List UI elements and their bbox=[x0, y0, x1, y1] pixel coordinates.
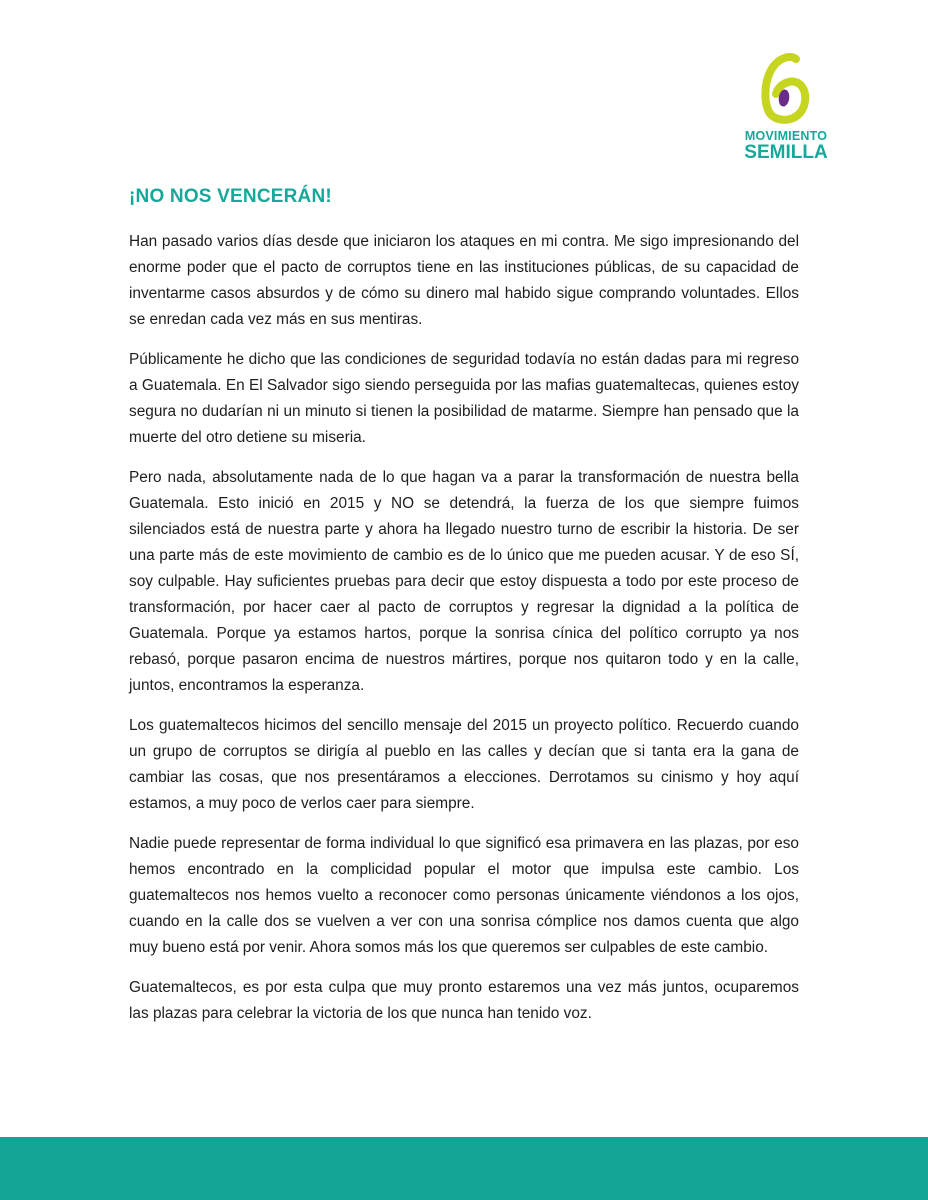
document-title: ¡NO NOS VENCERÁN! bbox=[129, 186, 332, 207]
paragraph: Guatemaltecos, es por esta culpa que muy pronto estaremos una vez más juntos, ocuparemos las plazas para celebrar la victoria de los que nunca han tenido voz. bbox=[129, 979, 799, 1022]
logo-text-semilla: SEMILLA bbox=[744, 142, 828, 163]
paragraph: Públicamente he dicho que las condiciones de seguridad todavía no están dadas para mi regreso a Guatemala. En El Salvador sigo siendo perseguida por las mafias guatemaltecas, quienes estoy segura no dudarían ni un minuto si tienen la posibilidad de matarme. Siempre han pensado que la muerte del otro detiene su miseria. bbox=[129, 351, 799, 446]
letter-body bbox=[129, 229, 799, 1041]
logo-text-movimiento: MOVIMIENTO bbox=[744, 129, 828, 143]
movimiento-semilla-logo bbox=[744, 52, 828, 164]
paragraph: Pero nada, absolutamente nada de lo que hagan va a parar la transformación de nuestra bella Guatemala. Esto inició en 2015 y NO se detendrá, la fuerza de los que siempre fuimos silenciados está de nuestra parte y ahora ha llegado nuestro turno de escribir la historia. De ser una parte más de este movimiento de cambio es de lo único que me pueden acusar. Y de eso SÍ, soy culpable. Hay suficientes pruebas para decir que estoy dispuesta a todo por este proceso de transformación, por hacer caer al pacto de corruptos y regresar la dignidad a la política de Guatemala. Porque ya estamos hartos, porque la sonrisa cínica del político corrupto ya nos rebasó, porque pasaron encima de nuestros mártires, porque nos quitaron todo y en la calle, juntos, encontramos la esperanza. bbox=[129, 469, 799, 694]
footer-band bbox=[0, 1137, 928, 1200]
paragraph: Han pasado varios días desde que iniciaron los ataques en mi contra. Me sigo impresionando del enorme poder que el pacto de corruptos tiene en las instituciones públicas, de su capacidad de inventarme casos absurdos y de cómo su dinero mal habido sigue comprando voluntades. Ellos se enredan cada vez más en sus mentiras. bbox=[129, 233, 799, 328]
seed-logo-icon bbox=[760, 52, 812, 126]
paragraph: Los guatemaltecos hicimos del sencillo mensaje del 2015 un proyecto político. Recuerdo cuando un grupo de corruptos se dirigía al pueblo en las calles y decían que si tanta era la gana de cambiar las cosas, que nos presentáramos a elecciones. Derrotamos su cinismo y hoy aquí estamos, a muy poco de verlos caer para siempre. bbox=[129, 717, 799, 812]
paragraph: Nadie puede representar de forma individual lo que significó esa primavera en las plazas, por eso hemos encontrado en la complicidad popular el motor que impulsa este cambio. Los guatemaltecos nos hemos vuelto a reconocer como personas únicamente viéndonos a los ojos, cuando en la calle dos se vuelven a ver con una sonrisa cómplice nos damos cuenta que algo muy bueno está por venir. Ahora somos más los que queremos ser culpables de este cambio. bbox=[129, 835, 799, 956]
